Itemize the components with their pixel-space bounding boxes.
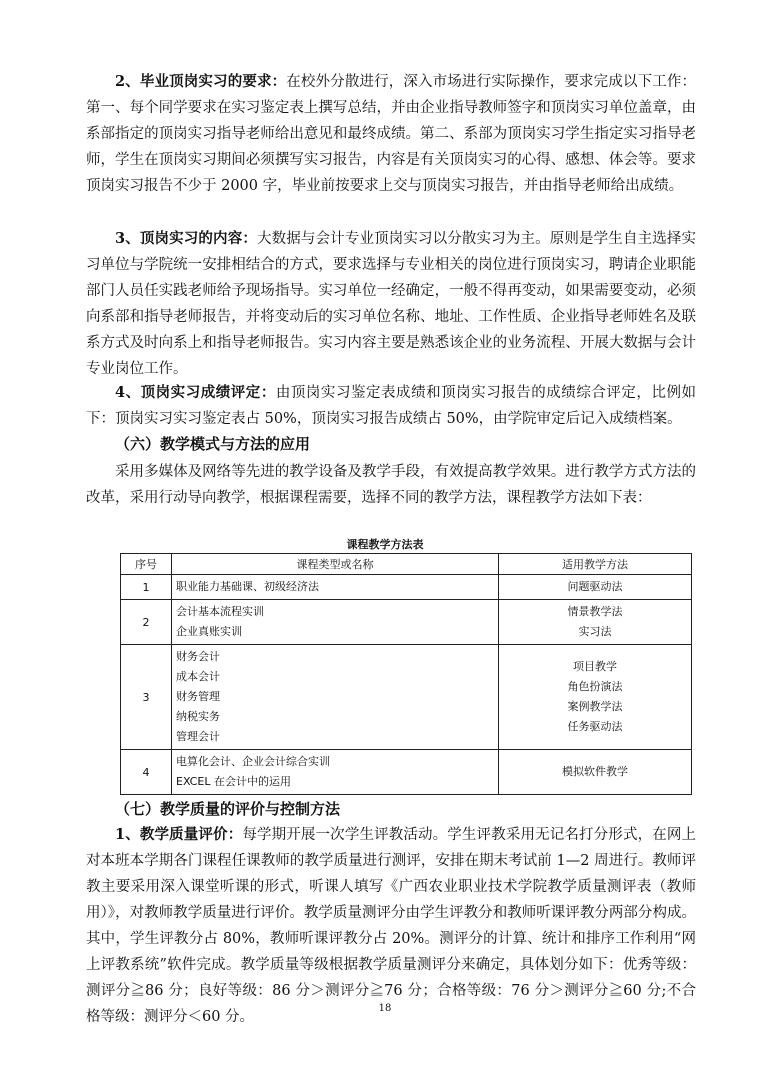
paragraph-text: 每学期开展一次学生评教活动。学生评教采用无记名打分形式，在网上对本班本学期各门课程任课教师的教学质量进行测评，安排在期末考试前 1—2 周进行。教师评教主要采用深入课堂听课的形式，听课人填写《广西农业职业技术学院教学质量测评表（教师用）》，对教师教学质量进行评价。教学质量测评分由学生评教分和教师听课评教分两部分构成。其中，学生评教分占 80%，教师听课评教分占 20%。测评分的计算、统计和排序工作利用“网上评教系统”软件完成。教学质量等级根据教学质量测评分来确定，具体划分如下：优秀等级：测评分≧86 分；良好等级：86 分＞测评分≧76 分；合格等级：76 分＞测评分≧60 分;不合格等级：测评分＜60 分。 bbox=[86, 827, 696, 1025]
course-name: EXCEL 在会计中的运用 bbox=[176, 775, 291, 788]
course-name: 成本会计 bbox=[176, 670, 220, 683]
table-row bbox=[121, 600, 692, 645]
header-method: 适用教学方法 bbox=[499, 554, 692, 575]
row-no: 3 bbox=[121, 645, 172, 750]
paragraph-text: 由顶岗实习鉴定表成绩和顶岗实习报告的成绩综合评定，比例如下：顶岗实习实习鉴定表占 50%，顶岗实习报告成绩占 50%，由学院审定后记入成绩档案。 bbox=[86, 385, 697, 427]
paragraph-lead: 2、毕业顶岗实习的要求： bbox=[115, 73, 287, 90]
course-name: 企业真账实训 bbox=[176, 625, 242, 638]
table-row bbox=[121, 750, 692, 795]
table-row bbox=[121, 645, 692, 750]
paragraph-text: 在校外分散进行，深入市场进行实际操作，要求完成以下工作：第一、每个同学要求在实习鉴定表上撰写总结，并由企业指导教师签字和顶岗实习单位盖章，由系部指定的顶岗实习指导老师给出意见和最终成绩。第二、系部为顶岗实习学生指定实习指导老师，学生在顶岗实习期间必须撰写实习报告，内容是有关顶岗实习的心得、感想、体会等。要求顶岗实习报告不少于 2000 字，毕业前按要求上交与顶岗实习报告，并由指导老师给出成绩。 bbox=[86, 74, 697, 194]
row-no: 1 bbox=[121, 575, 172, 600]
table-title: 课程教学方法表 bbox=[346, 538, 424, 551]
course-name: 职业能力基础课、初级经济法 bbox=[176, 580, 319, 593]
method-name: 任务驱动法 bbox=[567, 720, 623, 733]
method-name: 案例教学法 bbox=[567, 700, 623, 713]
row-methods bbox=[499, 750, 692, 795]
row-courses bbox=[172, 600, 499, 645]
paragraph-lead: 3、顶岗实习的内容： bbox=[115, 230, 257, 247]
row-methods bbox=[499, 645, 692, 750]
header-course: 课程类型或名称 bbox=[172, 554, 499, 575]
paragraph-internship-grading bbox=[86, 380, 696, 432]
row-methods bbox=[499, 600, 692, 645]
row-courses bbox=[172, 645, 499, 750]
course-name: 电算化会计、企业会计综合实训 bbox=[176, 755, 330, 768]
page-number: 18 bbox=[378, 1003, 392, 1014]
method-name: 模拟软件教学 bbox=[562, 765, 628, 778]
paragraph-teaching-methods: 采用多媒体及网络等先进的教学设备及教学手段，有效提高教学效果。进行教学方式方法的改革，采用行动导向教学，根据课程需要，选择不同的教学方法，课程教学方法如下表： bbox=[86, 464, 696, 506]
paragraph-lead: 1、教学质量评价： bbox=[115, 826, 243, 843]
paragraph-internship-content bbox=[86, 226, 696, 382]
course-name: 纳税实务 bbox=[176, 710, 220, 723]
method-name: 实习法 bbox=[578, 625, 612, 638]
course-name: 管理会计 bbox=[176, 730, 220, 743]
course-name: 财务管理 bbox=[176, 690, 220, 703]
table-row bbox=[121, 575, 692, 600]
paragraph-internship-requirements bbox=[86, 69, 696, 199]
course-name: 财务会计 bbox=[176, 650, 220, 663]
paragraph-quality-evaluation bbox=[86, 822, 696, 1030]
method-name: 项目教学 bbox=[573, 660, 617, 673]
row-no: 4 bbox=[121, 750, 172, 795]
header-no: 序号 bbox=[121, 554, 172, 575]
method-name: 问题驱动法 bbox=[567, 580, 623, 593]
row-courses bbox=[172, 575, 499, 600]
course-name: 会计基本流程实训 bbox=[176, 605, 264, 618]
method-name: 角色扮演法 bbox=[567, 680, 623, 693]
paragraph-text: 大数据与会计专业顶岗实习以分散实习为主。原则是学生自主选择实习单位与学院统一安排相结合的方式，要求选择与专业相关的岗位进行顶岗实习，聘请企业职能部门人员任实践老师给予现场指导。实习单位一经确定，一般不得再变动，如果需要变动，必须向系部和指导老师报告，并将变动后的实习单位名称、地址、工作性质、企业指导老师姓名及联系方式及时向系上和指导老师报告。实习内容主要是熟悉该企业的业务流程、开展大数据与会计专业岗位工作。 bbox=[86, 231, 697, 377]
row-courses bbox=[172, 750, 499, 795]
row-methods bbox=[499, 575, 692, 600]
section-heading-teaching-methods: （六）教学模式与方法的应用 bbox=[115, 435, 311, 453]
paragraph-lead: 4、顶岗实习成绩评定： bbox=[115, 384, 276, 401]
section-heading-quality-evaluation: （七）教学质量的评价与控制方法 bbox=[115, 800, 341, 818]
table-header-row bbox=[121, 554, 692, 575]
row-no: 2 bbox=[121, 600, 172, 645]
method-name: 情景教学法 bbox=[567, 605, 623, 618]
methods-table bbox=[120, 553, 692, 795]
